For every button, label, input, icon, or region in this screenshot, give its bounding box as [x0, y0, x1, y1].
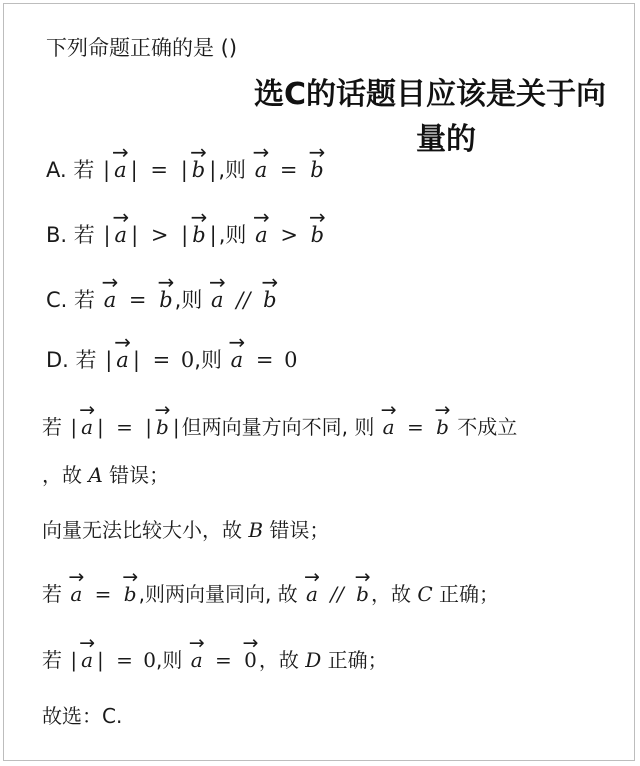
greater-sign: >	[150, 223, 169, 247]
solution-line-3: 向量无法比较大小，故 B 错误；	[42, 518, 330, 542]
vector-b: → b	[308, 160, 325, 181]
vector-a: → a	[114, 350, 131, 371]
option-a-label: A. 若	[46, 158, 95, 182]
vector-b: → b	[154, 417, 171, 437]
vector-b: → b	[309, 225, 326, 246]
vector-a: → a	[79, 417, 95, 437]
vector-b: → b	[190, 160, 207, 181]
vector-a: → a	[253, 160, 270, 181]
final-answer: 故选：C.	[42, 704, 123, 728]
solution-line-1: 若 |→ a | = |→ b | 但两向量方向不同, 则 → a = → b 不成立	[42, 417, 517, 437]
vector-b: → b	[122, 584, 139, 604]
vector-a: → a	[253, 225, 270, 246]
equals-sign: =	[150, 158, 169, 182]
option-d-label: D. 若	[46, 348, 97, 372]
zero-vector: → 0	[242, 650, 259, 670]
solution-line-2: ，故 A 错误；	[42, 463, 170, 487]
question-text: 下列命题正确的是 ()	[46, 36, 238, 60]
question-stem	[46, 38, 237, 59]
vector-b: → b	[261, 290, 278, 311]
option-a: A. 若 |→ a | = |→ b |,则 → a = → b	[46, 160, 326, 181]
parallel-sign: //	[236, 288, 251, 312]
option-b: B. 若 |→ a | > |→ b |,则 → a > → b	[46, 225, 326, 246]
vector-a: → a	[189, 650, 205, 670]
solution-line-4: 若 → a = → b ,则两向量同向, 故 → a // → b ，故 C 正确；	[42, 584, 499, 604]
vector-a: → a	[68, 584, 84, 604]
option-b-label: B. 若	[46, 223, 95, 247]
vector-a: → a	[102, 290, 119, 311]
vector-b: → b	[434, 417, 451, 437]
vector-b: → b	[190, 225, 207, 246]
vector-a: → a	[381, 417, 397, 437]
option-c: C. 若 → a = → b,则 → a // → b	[46, 290, 279, 311]
option-d: D. 若 |→ a | = 0,则 → a = 0	[46, 350, 298, 371]
annotation-line-1: 选C的话题目应该是关于向	[254, 77, 607, 112]
vector-a: → a	[304, 584, 320, 604]
vector-a: → a	[229, 350, 246, 371]
vector-a: → a	[209, 290, 226, 311]
option-c-label: C. 若	[46, 288, 96, 312]
solution-line-5: 若 |→ a | = 0,则 → a = → 0 ，故 D 正确；	[42, 650, 388, 670]
vector-a: → a	[113, 225, 130, 246]
vector-a: → a	[79, 650, 95, 670]
vector-b: → b	[354, 584, 371, 604]
annotation-line-2: 量的	[416, 122, 476, 157]
vector-a: → a	[112, 160, 129, 181]
vector-b: → b	[157, 290, 174, 311]
